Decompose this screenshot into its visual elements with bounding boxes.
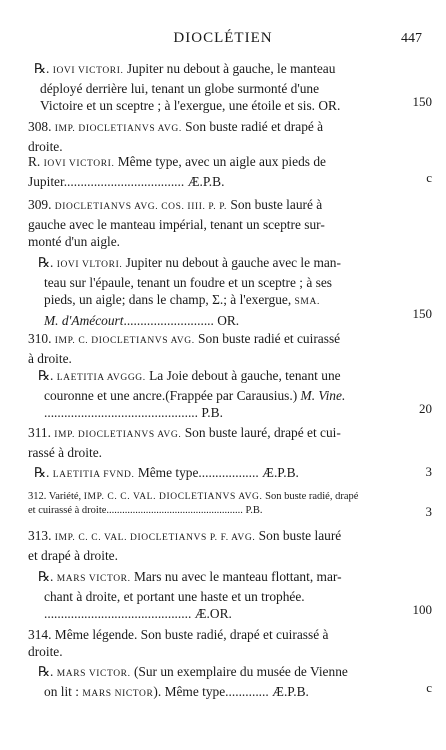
- entry-text: déployé derrière lui, tenant un globe surmonté d'une: [40, 81, 320, 97]
- entry-text: droite.: [28, 644, 63, 660]
- entry-text: La Joie debout à gauche, tenant une: [145, 368, 341, 383]
- catalog-entry: [28, 153, 408, 190]
- catalog-entry: [28, 254, 412, 329]
- entry-line: [28, 568, 412, 588]
- entry-line: [28, 444, 412, 461]
- entry-text: Même type, avec un aigle aux pieds de: [114, 154, 326, 169]
- entry-text: Son buste lauré, drapé et cui-: [181, 425, 341, 440]
- legend-text: IMP. DIOCLETIANVS AVG.: [54, 124, 182, 134]
- entry-line: [28, 626, 412, 643]
- entry-text: Jupiter nu debout à gauche avec le man-: [122, 255, 341, 270]
- entry-text: Même type.................. Æ.P.B.: [134, 465, 299, 480]
- entry-text: Son buste lauré à: [227, 197, 323, 212]
- catalog-entry: [28, 118, 408, 155]
- entry-text: ............................................ Æ.OR.: [44, 606, 232, 622]
- catalog-entry: [28, 527, 412, 564]
- entry-line: [28, 330, 412, 350]
- entry-text: ℞.: [38, 664, 57, 679]
- entry-text: Jupiter nu debout à gauche, le manteau: [123, 61, 336, 76]
- entry-line: [28, 173, 408, 190]
- entry-line: [28, 683, 412, 703]
- catalog-entry: [28, 367, 412, 422]
- entry-value: 3: [425, 464, 432, 479]
- catalog-entry: [28, 196, 408, 251]
- entry-line: [28, 118, 408, 138]
- entry-text: (Sur un exemplaire du musée de Vienne: [130, 664, 348, 679]
- entry-line: [28, 350, 412, 367]
- entry-text: pieds, un aigle; dans le champ, Σ.; à l'exergue,: [44, 292, 295, 308]
- entry-text: ℞.: [38, 368, 57, 383]
- entry-text: ℞.: [34, 61, 53, 76]
- entry-value: c: [426, 170, 432, 186]
- entry-text: droite.: [28, 139, 63, 155]
- entry-value: 20: [419, 401, 432, 417]
- entry-text: .............................................. P.B.: [44, 405, 223, 421]
- entry-text: Son buste radié et drapé à: [181, 119, 324, 134]
- legend-text: DIOCLETIANVS AVG. COS. IIII. P. P.: [54, 202, 228, 212]
- entry-text: teau sur l'épaule, tenant un foudre et un sceptre ; à ses: [44, 275, 332, 291]
- entry-text: gauche avec le manteau impérial, tenant un sceptre sur-: [28, 217, 325, 233]
- entry-text: Son buste lauré: [255, 528, 342, 543]
- entry-text: 311.: [28, 425, 55, 440]
- entry-text: 313.: [28, 528, 55, 543]
- entry-line: [28, 464, 398, 484]
- entry-text: Son buste radié, drapé: [262, 491, 359, 502]
- legend-text: LAETITIA FVND.: [52, 470, 135, 480]
- catalog-entry: [28, 626, 412, 660]
- entry-text: ℞.: [38, 255, 57, 270]
- entry-line: [28, 663, 412, 683]
- entry-text: 308.: [28, 119, 55, 134]
- entry-text: couronne et une ancre.(Frappée par Carausius.): [44, 388, 301, 404]
- entry-line: [28, 153, 408, 173]
- page-header: [0, 30, 446, 50]
- legend-text: LAETITIA AVGGG.: [56, 373, 146, 383]
- entry-text: et drapé à droite.: [28, 548, 118, 564]
- entry-text: Jupiter.................................... Æ.P.B.: [28, 174, 225, 190]
- entry-line: [28, 588, 412, 605]
- entry-value: c: [426, 680, 432, 696]
- catalog-entry: [28, 490, 422, 518]
- entry-line: [28, 254, 412, 274]
- entry-line: [28, 424, 412, 444]
- entry-text: 309.: [28, 197, 55, 212]
- entry-line: [28, 605, 412, 622]
- entry-line: [28, 504, 422, 518]
- entry-line: [28, 387, 412, 404]
- catalog-entry: [28, 424, 412, 461]
- catalog-entry: [28, 663, 412, 703]
- entry-value: 3: [425, 504, 432, 519]
- entry-line: [28, 367, 412, 387]
- entry-text: chant à droite, et portant une haste et un trophée.: [44, 589, 305, 605]
- page-number: 447: [401, 31, 422, 46]
- entry-text: ℞.: [34, 465, 53, 480]
- entry-text: Mars nu avec le manteau flottant, mar-: [130, 569, 342, 584]
- entry-text: rassé à droite.: [28, 445, 102, 461]
- entry-line: [28, 216, 408, 233]
- entry-text: on lit :: [44, 684, 83, 700]
- legend-text: SMA.: [294, 297, 320, 308]
- entry-line: [28, 527, 412, 547]
- catalog-entry: [28, 464, 398, 484]
- catalog-entry: [28, 568, 412, 623]
- legend-text: IMP. C. C. VAL. DIOCLETIANVS AVG.: [83, 492, 263, 502]
- entry-value: 150: [412, 305, 432, 321]
- legend-text: IMP. C. C. VAL. DIOCLETIANVS P. F. AVG.: [54, 533, 256, 543]
- entry-value: 150: [412, 94, 432, 110]
- legend-text: IMP. DIOCLETIANVS AVG.: [54, 430, 182, 440]
- collection-name: M. d'Amécourt: [44, 312, 124, 328]
- entry-line: [28, 233, 408, 250]
- entry-line: [28, 60, 408, 80]
- legend-text: IOVI VICTORI.: [43, 159, 115, 169]
- entry-line: [28, 490, 422, 504]
- entry-line: [28, 291, 412, 311]
- entry-line: [28, 80, 408, 97]
- entry-text: 314. Même légende. Son buste radié, drapé et cuirassé à: [28, 627, 329, 642]
- entry-text: R.: [28, 154, 44, 169]
- catalog-entry: [28, 330, 412, 367]
- entry-line: [28, 97, 408, 114]
- legend-text: MARS VICTOR.: [56, 574, 131, 584]
- entry-text: 312. Variété,: [28, 491, 84, 502]
- legend-text: IOVI VLTORI.: [56, 260, 123, 270]
- entry-value: 100: [412, 602, 432, 618]
- entry-line: [28, 643, 412, 660]
- entry-line: [28, 547, 412, 564]
- legend-text: MARS VICTOR.: [56, 669, 131, 679]
- entry-text: ........................... OR.: [123, 312, 240, 328]
- entry-text: à droite.: [28, 351, 72, 367]
- legend-text: IMP. C. DIOCLETIANVS AVG.: [54, 336, 195, 346]
- entry-text: monté d'un aigle.: [28, 234, 121, 250]
- legend-text: MARS NICTOR: [82, 689, 154, 700]
- entry-line: [28, 274, 412, 291]
- running-title: DIOCLÉTIEN: [173, 30, 273, 46]
- entry-line: [28, 196, 408, 216]
- entry-line: [28, 404, 412, 421]
- entry-line: [28, 312, 412, 329]
- entry-text: et cuirassé à droite.................................................... P.B.: [28, 505, 263, 516]
- entry-text: Victoire et un sceptre ; à l'exergue, une étoile et sis. OR.: [40, 98, 341, 114]
- entry-text: 310.: [28, 331, 55, 346]
- entry-text: ℞.: [38, 569, 57, 584]
- legend-text: IOVI VICTORI.: [52, 66, 124, 76]
- catalog-entry: [28, 60, 408, 115]
- collection-name: M. Vine.: [300, 388, 346, 404]
- entry-text: Son buste radié et cuirassé: [194, 331, 341, 346]
- entry-text: ). Même type............. Æ.P.B.: [153, 684, 309, 700]
